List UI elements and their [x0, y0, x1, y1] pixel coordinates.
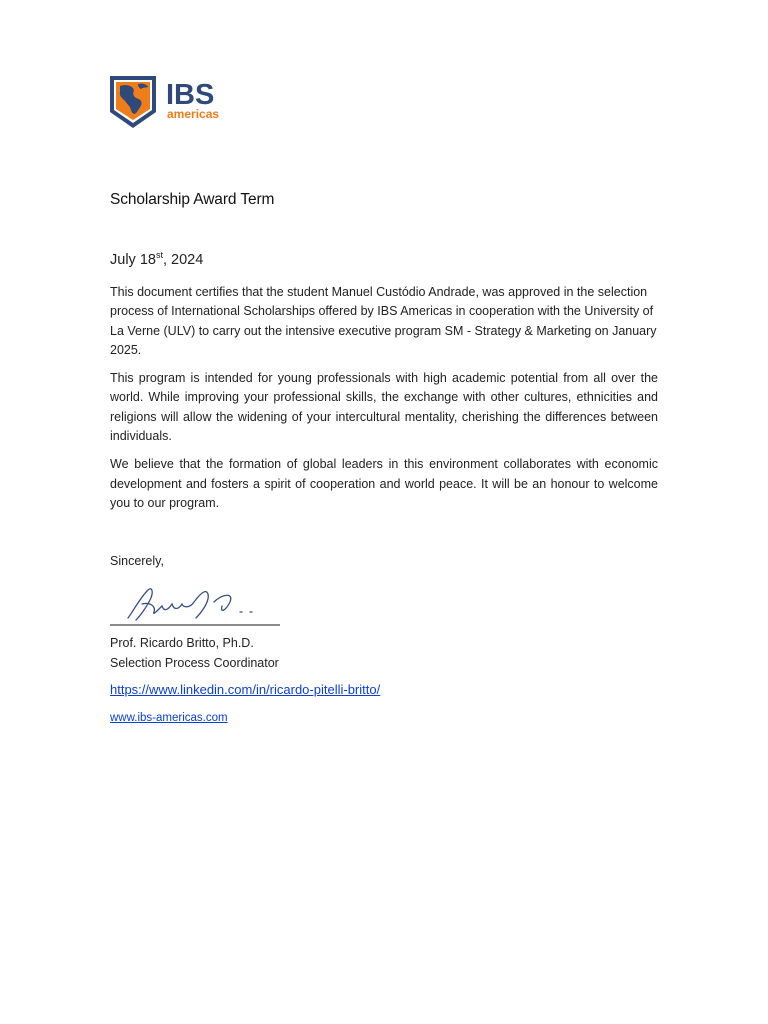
date-ordinal-suffix: st	[155, 250, 163, 260]
letter-date	[110, 252, 203, 268]
paragraph-belief: We believe that the formation of global leaders in this environment collaborates with economic development and fosters a spirit of cooperation and world peace. It will be an honour to welcome you to our program.	[110, 457, 658, 510]
document-title: Scholarship Award Term	[110, 191, 275, 208]
logo-wordmark-americas: americas	[167, 107, 220, 121]
signer-block	[110, 634, 279, 673]
closing-salutation: Sincerely,	[110, 554, 164, 568]
ibs-americas-logo	[108, 74, 238, 130]
letter-body	[110, 283, 658, 522]
paragraph-certification: This document certifies that the student Manuel Custódio Andrade, was approved in the selection process of International Scholarships offered by IBS Americas in cooperation with the University of La Verne (ULV) to carry out the intensive executive program SM - Strategy & Marketing on January 2025.	[110, 285, 657, 357]
ibs-americas-shield-logo-icon	[108, 74, 238, 130]
linkedin-link[interactable]: https://www.linkedin.com/in/ricardo-pitelli-britto/	[110, 682, 381, 697]
date-month-day: July 18	[110, 252, 156, 268]
signer-name: Prof. Ricardo Britto, Ph.D.	[110, 636, 254, 650]
handwritten-signature	[110, 580, 295, 628]
signer-role: Selection Process Coordinator	[110, 655, 279, 670]
logo-wordmark-ibs: IBS	[166, 79, 215, 111]
paragraph-program: This program is intended for young professionals with high academic potential from all over the world. While improving your professional skills, the exchange with other cultures, ethnicities and religions will allow the widening of your intercultural mentality, cherishing the differences between individuals.	[110, 371, 658, 444]
date-year: , 2024	[162, 252, 204, 268]
website-link[interactable]: www.ibs-americas.com	[110, 712, 228, 724]
